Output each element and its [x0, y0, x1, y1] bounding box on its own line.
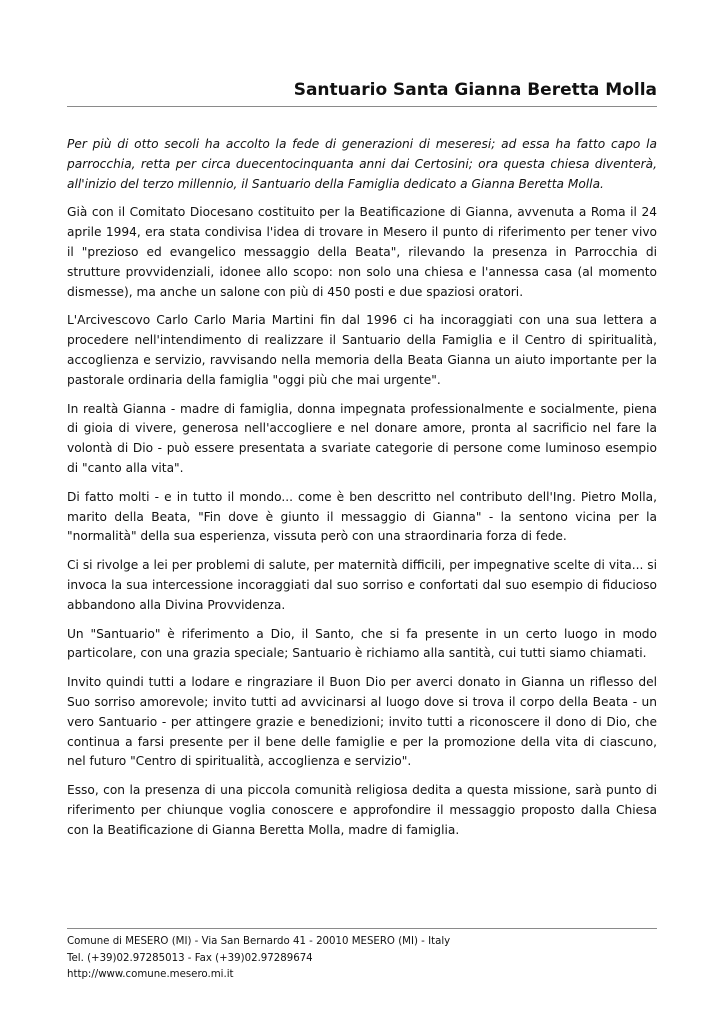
page-footer: [67, 928, 657, 984]
body-paragraph: L'Arcivescovo Carlo Carlo Maria Martini fin dal 1996 ci ha incoraggiati con una sua lettera a procedere nell'intendimento di realizzare il Santuario della Famiglia e il Centro di spiritualità, accoglienza e servizio, ravvisando nella memoria della Beata Gianna un aiuto importante per la pastorale ordinaria della famiglia "oggi più che mai urgente".: [67, 313, 657, 387]
body-paragraph: Già con il Comitato Diocesano costituito per la Beatificazione di Gianna, avvenuta a Roma il 24 aprile 1994, era stata condivisa l'idea di trovare in Mesero il punto di riferimento per tener vivo il "prezioso ed evangelico messaggio della Beata", rilevando la presenza in Parrocchia di strutture provvidenziali, idonee allo scopo: non solo una chiesa e l'annessa casa (al momento dismesse), ma anche un salone con più di 450 posti e due spaziosi oratori.: [67, 205, 657, 299]
footer-address: Comune di MESERO (MI) - Via San Bernardo 41 - 20010 MESERO (MI) - Italy: [67, 936, 451, 947]
body-paragraph: Invito quindi tutti a lodare e ringraziare il Buon Dio per averci donato in Gianna un riflesso del Suo sorriso amorevole; invito tutti ad avvicinarsi al luogo dove si trova il corpo della Beata - un vero Santuario - per attingere grazie e benedizioni; invito tutti a riconoscere il dono di Dio, che continua a farsi presente per il bene delle famiglie e per la promozione della vita di ciascuno, nel futuro "Centro di spiritualità, accoglienza e servizio".: [67, 675, 657, 769]
document-body: [67, 135, 657, 850]
header-title: Santuario Santa Gianna Beretta Molla: [293, 80, 657, 100]
page-header: [67, 78, 657, 107]
body-paragraph: Esso, con la presenza di una piccola comunità religiosa dedita a questa missione, sarà punto di riferimento per chiunque voglia conoscere e approfondire il messaggio proposto dalla Chiesa con la Beatificazione di Gianna Beretta Molla, madre di famiglia.: [67, 783, 657, 837]
intro-paragraph: Per più di otto secoli ha accolto la fede di generazioni di meseresi; ad essa ha fatto capo la parrocchia, retta per circa duecentocinquanta anni dai Certosini; ora questa chiesa diventerà, all'inizio del terzo millennio, il Santuario della Famiglia dedicato a Gianna Beretta Molla.: [67, 137, 657, 191]
body-paragraph: Un "Santuario" è riferimento a Dio, il Santo, che si fa presente in un certo luogo in modo particolare, con una grazia speciale; Santuario è richiamo alla santità, cui tutti siamo chiamati.: [67, 626, 657, 661]
footer-phone: Tel. (+39)02.97285013 - Fax (+39)02.97289674: [67, 952, 313, 964]
body-paragraph: Ci si rivolge a lei per problemi di salute, per maternità difficili, per impegnative scelte di vita... si invoca la sua intercessione incoraggiati dal suo sorriso e confortati dal suo esempio di fiducioso abbandono alla Divina Provvidenza.: [67, 558, 657, 612]
footer-website: http://www.comune.mesero.mi.it: [67, 969, 234, 980]
body-paragraph: In realtà Gianna - madre di famiglia, donna impegnata professionalmente e socialmente, piena di gioia di vivere, generosa nell'accogliere e nel donare amore, pronta al sacrificio nel fare la volontà di Dio - può essere presentata a svariate categorie di persone come luminoso esempio di "canto alla vita".: [67, 401, 657, 475]
body-paragraph: Di fatto molti - e in tutto il mondo... come è ben descritto nel contributo dell'Ing. Pietro Molla, marito della Beata, "Fin dove è giunto il messaggio di Gianna" - la sentono vicina per la "normalità" della sua esperienza, vissuta però con una straordinaria forza di fede.: [67, 489, 657, 544]
